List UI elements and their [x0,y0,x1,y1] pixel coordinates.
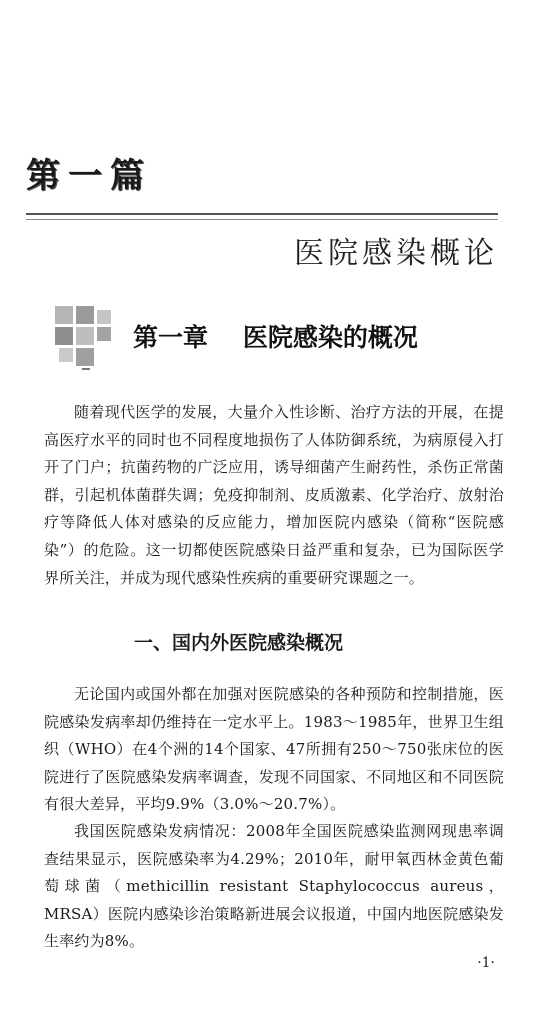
section-title: 一、国内外医院感染概况 [134,632,344,654]
paragraph: 无论国内或国外都在加强对医院感染的各种预防和控制措施，医院感染发病率却仍维持在一定水平上。1983～1985年，世界卫生组织（WHO）在4个洲的14个国家、47所拥有250～750张床位的医院进行了医院感染发病率调查，发现不同国家、不同地区和不同医院有很大差异，平均9.9%（3.0%～20.7%）。 [44,685,504,814]
title-rule-thin [26,219,498,220]
paragraph: 我国医院感染发病情况：2008年全国医院感染监测网现患率调查结果显示，医院感染率为4.29%；2010年，耐甲氧西林金黄色葡萄球菌（methicillin resistant Staphylococcus aureus，MRSA）医院内感染诊治策略新进展会议报道，中国内地医院感染发生率约为8%。 [44,822,504,951]
part-subtitle: 医院感染概论 [294,236,498,271]
chapter-decoration [55,306,115,370]
chapter-title: 第一章 医院感染的概况 [133,323,418,352]
paragraph: 随着现代医学的发展，大量介入性诊断、治疗方法的开展，在提高医疗水平的同时也不同程度地损伤了人体防御系统，为病原侵入打开了门户；抗菌药物的广泛应用，诱导细菌产生耐药性，杀伤正常菌群，引起机体菌群失调；免疫抑制剂、皮质激素、化学治疗、放射治疗等降低人体对感染的反应能力，增加医院内感染（简称“医院感染”）的危险。这一切都使医院感染日益严重和复杂，已为国际医学界所关注，并成为现代感染性疾病的重要研究课题之一。 [44,403,504,587]
page-number: ·1· [477,955,495,971]
title-rule-thick [26,213,498,215]
part-title: 第一篇 [26,156,152,196]
